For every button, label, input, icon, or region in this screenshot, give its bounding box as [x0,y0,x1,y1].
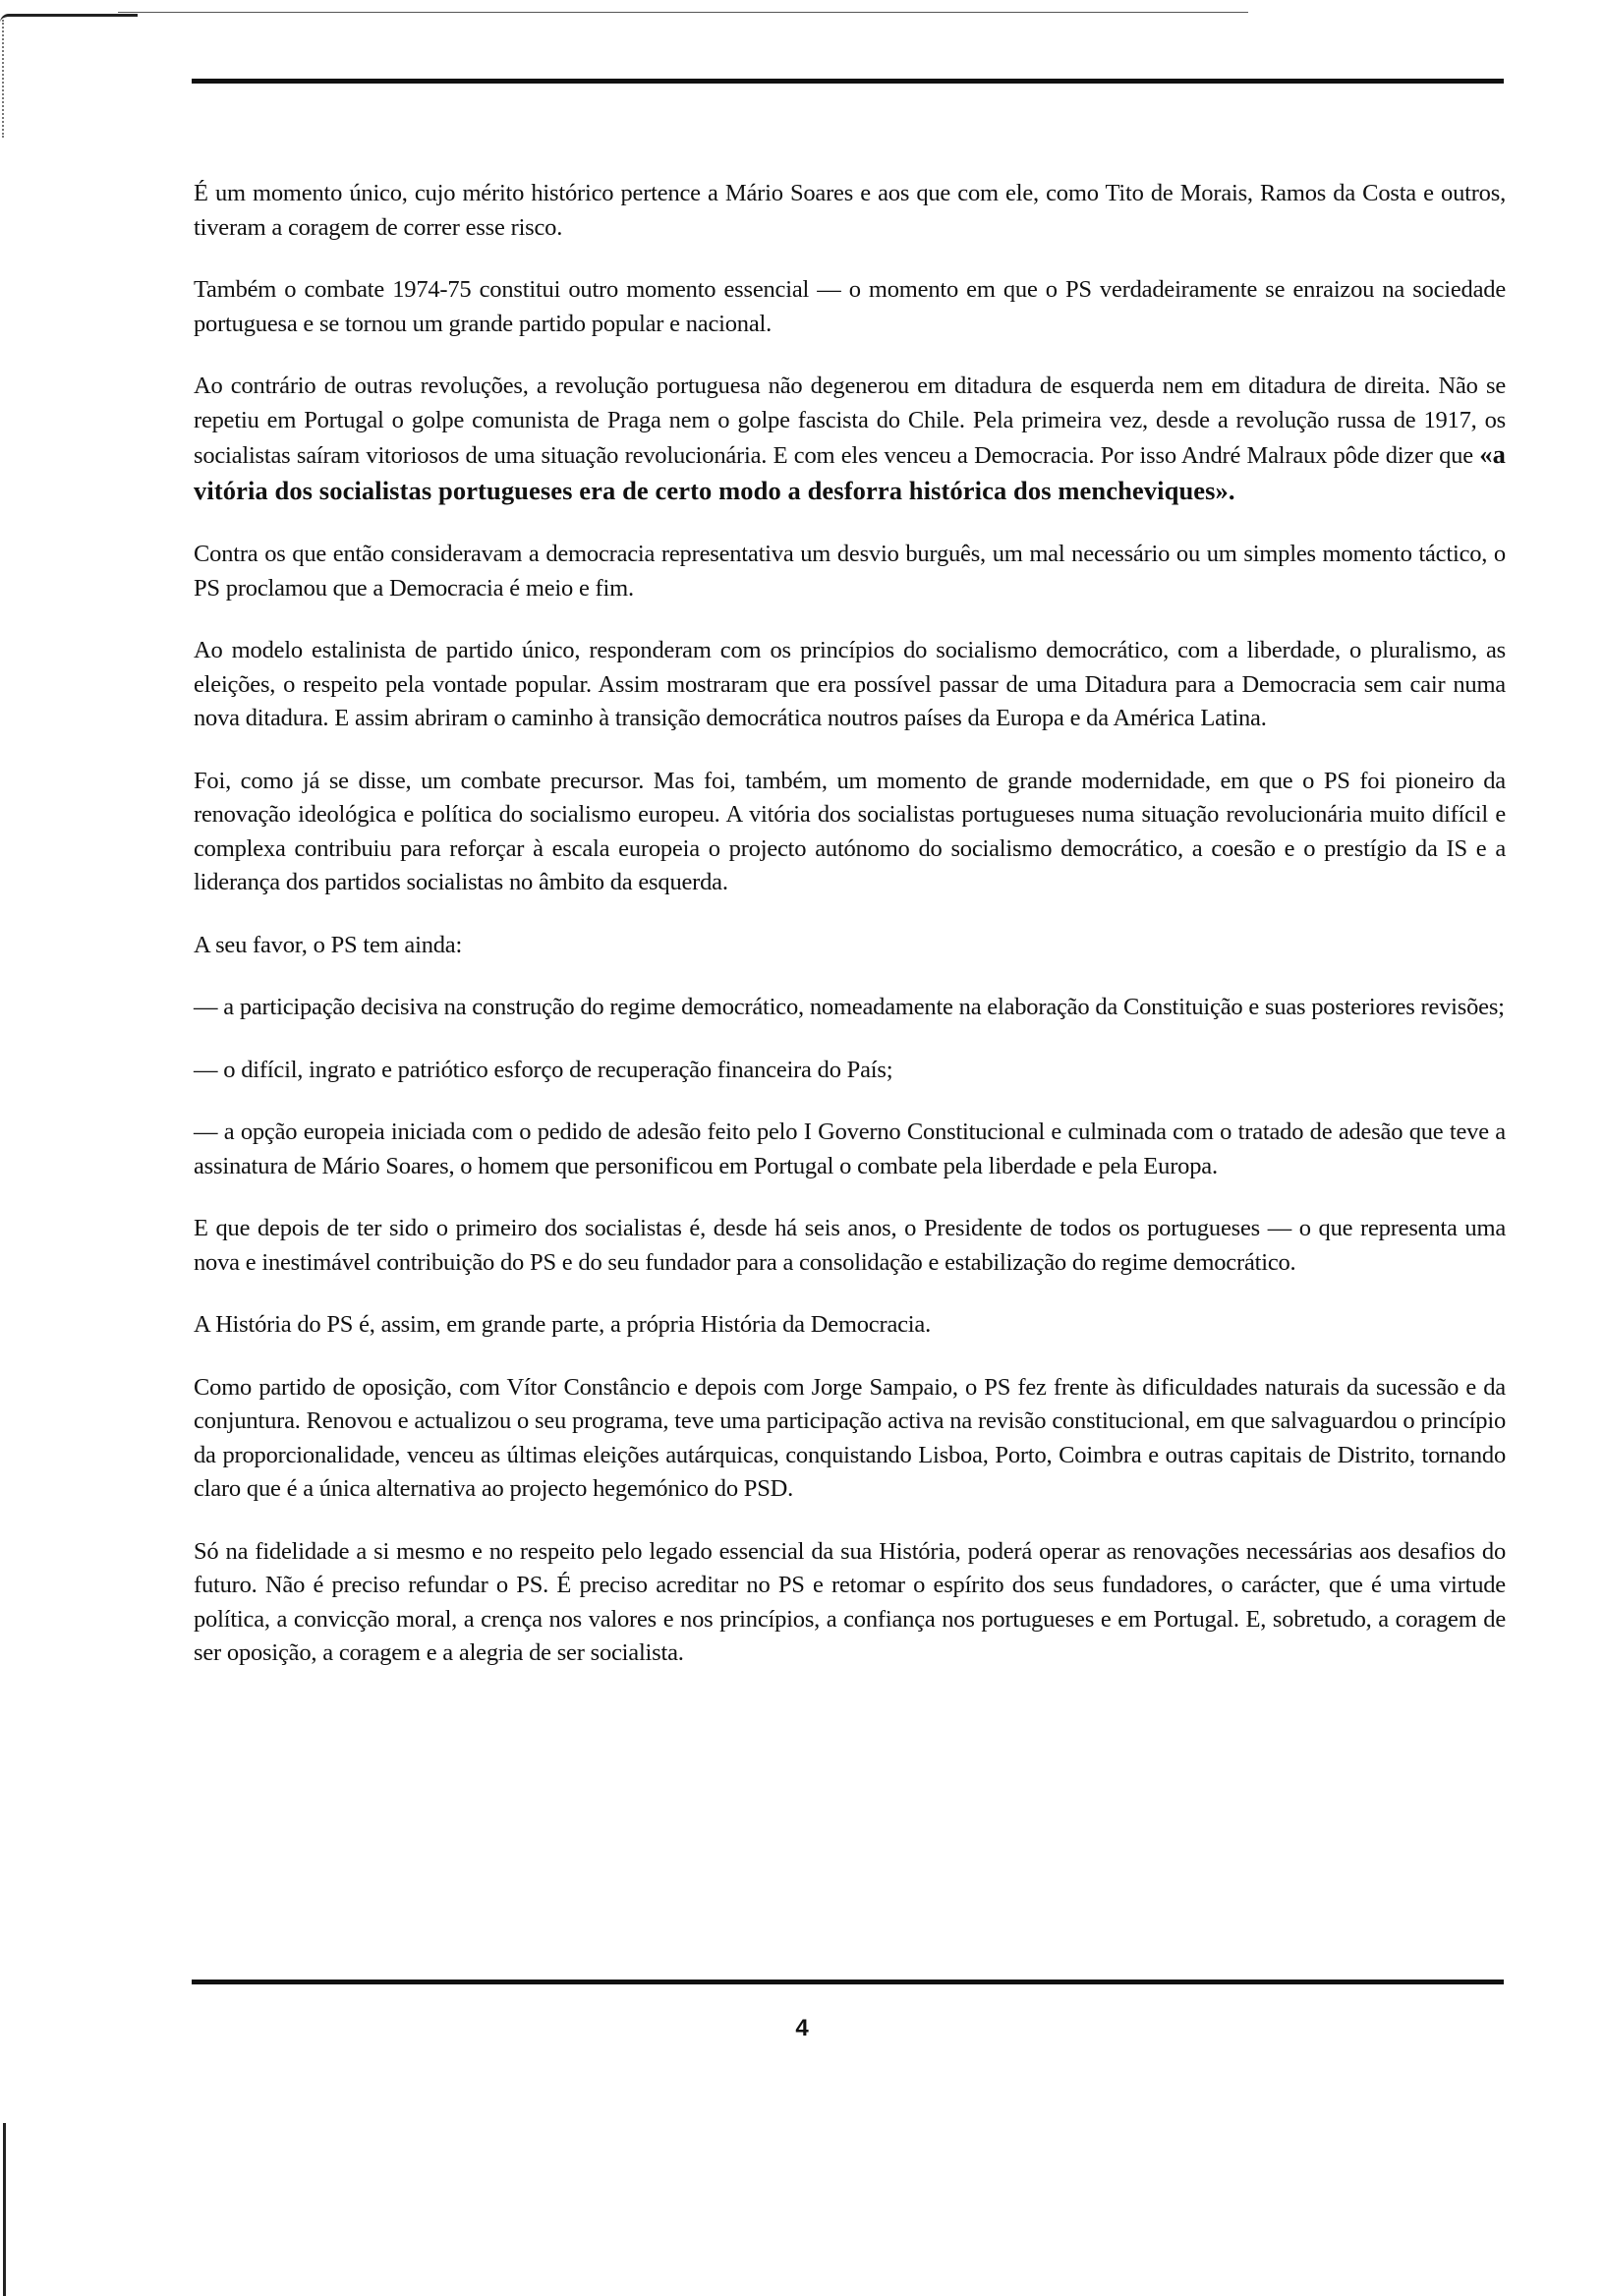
list-item-2 [194,1054,1506,1088]
paragraph-6-text: Foi, como já se disse, um combate precursor. Mas foi, também, um momento de grande modernidade, em que o PS foi pioneiro da renovação ideológica e política do socialismo europeu. A vitória dos socialistas portugueses numa situação revolucionária muito difícil e complexa contribuiu para reforçar à escala europeia o projecto autónomo do socialismo democrático, a coesão e o prestígio da IS e a liderança dos partidos socialistas no âmbito da esquerda. [194,767,1506,895]
paragraph-6 [194,765,1506,900]
paragraph-8 [194,1212,1506,1280]
top-rule [192,79,1504,84]
paragraph-11-text: Só na fidelidade a si mesmo e no respeito pelo legado essencial da sua História, poderá operar as renovações necessárias aos desafios do futuro. Não é preciso refundar o PS. É preciso acreditar no PS e retomar o espírito dos seus fundadores, o carácter, que é uma virtude política, a convicção moral, a crença nos valores e nos princípios, a confiança nos portugueses e em Portugal. E, sobretudo, a coragem de ser oposição, a coragem e a alegria de ser socialista. [194,1537,1506,1666]
list-item-1-text: — a participação decisiva na construção do regime democrático, nomeadamente na elaboração da Constituição e suas posteriores revisões; [194,994,1505,1020]
paragraph-10 [194,1371,1506,1507]
scan-artifact-left-edge [2,20,4,138]
list-item-3 [194,1116,1506,1183]
paragraph-2 [194,273,1506,341]
paragraph-9 [194,1308,1506,1343]
scan-artifact-top-line [118,12,1248,13]
paragraph-11 [194,1535,1506,1671]
paragraph-1-text: É um momento único, cujo mérito histórico pertence a Mário Soares e aos que com ele, como Tito de Morais, Ramos da Costa e outros, tiveram a coragem de correr esse risco. [194,180,1506,241]
paragraph-8-text: E que depois de ter sido o primeiro dos socialistas é, desde há seis anos, o Presidente de todos os portugueses — o que representa uma nova e inestimável contribuição do PS e do seu fundador para a consolidação e estabilização do regime democrático. [194,1215,1506,1276]
document-body [194,177,1506,1699]
paragraph-5-text: Ao modelo estalinista de partido único, responderam com os princípios do socialismo democrático, com a liberdade, o pluralismo, as eleições, o respeito pela vontade popular. Assim mostraram que era possível passar de uma Ditadura para a Democracia sem cair numa nova ditadura. E assim abriram o caminho à transição democrática noutros países da Europa e da América Latina. [194,637,1506,731]
list-item-1 [194,991,1506,1025]
paragraph-9-text: A História do PS é, assim, em grande parte, a própria História da Democracia. [194,1311,931,1338]
list-item-3-text: — a opção europeia iniciada com o pedido de adesão feito pelo I Governo Constitucional e culminada com o tratado de adesão que teve a assinatura de Mário Soares, o homem que personificou em Portugal o combate pela liberdade e pela Europa. [194,1119,1506,1179]
list-item-2-text: — o difícil, ingrato e patriótico esforço de recuperação financeira do País; [194,1056,893,1083]
malraux-quote: «a vitória dos socialistas portugueses era de certo modo a desforra histórica dos mencheviques». [194,439,1506,505]
paragraph-2-text: Também o combate 1974-75 constitui outro momento essencial — o momento em que o PS verdadeiramente se enraizou na sociedade portuguesa e se tornou um grande partido popular e nacional. [194,276,1506,337]
paragraph-4-text: Contra os que então consideravam a democracia representativa um desvio burguês, um mal necessário ou um simples momento táctico, o PS proclamou que a Democracia é meio e fim. [194,541,1506,602]
paragraph-4 [194,538,1506,605]
paragraph-5 [194,634,1506,736]
bottom-rule [192,1980,1504,1984]
page-number: 4 [795,2015,809,2041]
paragraph-7 [194,929,1506,963]
paragraph-10-text: Como partido de oposição, com Vítor Constâncio e depois com Jorge Sampaio, o PS fez frente às dificuldades naturais da sucessão e da conjuntura. Renovou e actualizou o seu programa, teve uma participação activa na revisão constitucional, em que salvaguardou o princípio da proporcionalidade, venceu as últimas eleições autárquicas, conquistando Lisboa, Porto, Coimbra e outras capitais de Distrito, tornando claro que é a única alternativa ao projecto hegemónico do PSD. [194,1373,1506,1502]
paragraph-7-text: A seu favor, o PS tem ainda: [194,931,463,958]
paragraph-3 [194,370,1506,509]
scan-artifact-corner [0,14,138,23]
paragraph-3-text: Ao contrário de outras revoluções, a revolução portuguesa não degenerou em ditadura de esquerda nem em ditadura de direita. Não se repetiu em Portugal o golpe comunista de Praga nem o golpe fascista do Chile. Pela primeira vez, desde a revolução russa de 1917, os socialistas saíram vitoriosos de uma situação revolucionária. E com eles venceu a Democracia. Por isso André Malraux pôde dizer que [194,373,1506,469]
scan-artifact-left-bottom [3,2123,6,2296]
paragraph-1 [194,177,1506,245]
